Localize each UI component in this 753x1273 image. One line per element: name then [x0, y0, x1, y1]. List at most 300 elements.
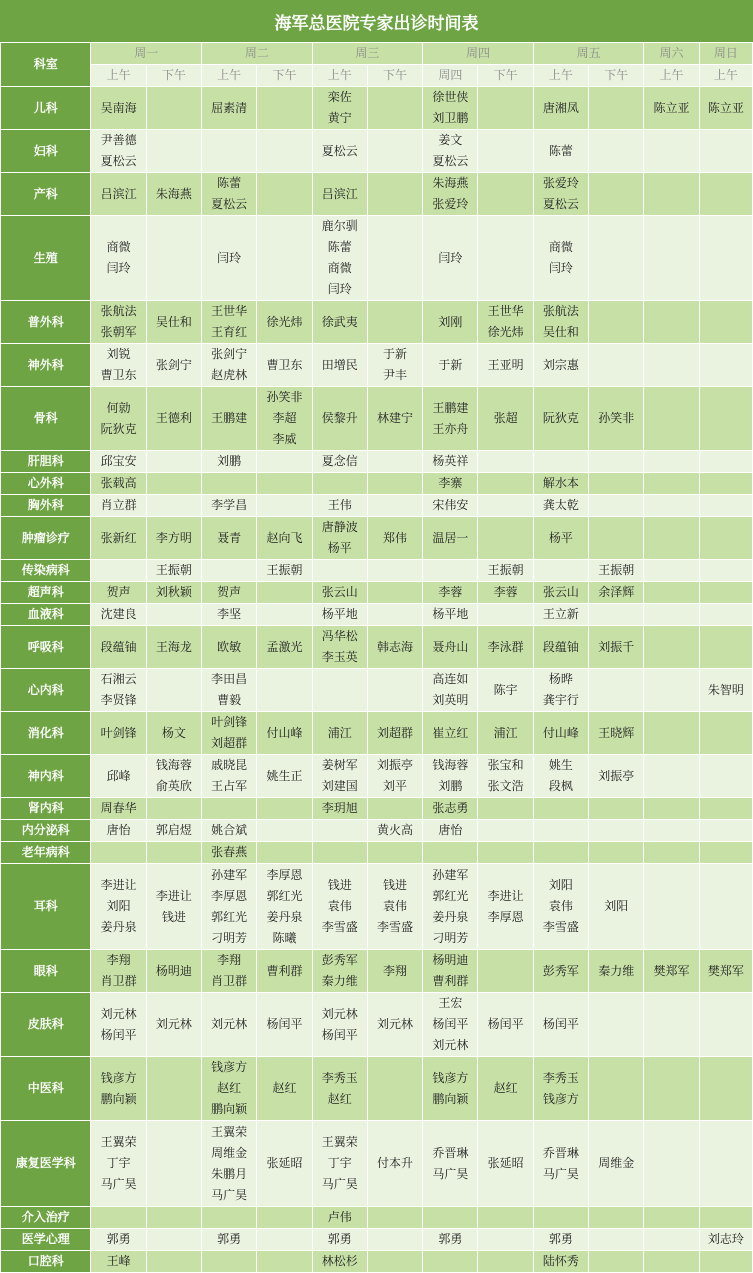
- doctor-name: 李贤锋: [100, 693, 137, 707]
- doctor-cell: [91, 216, 146, 301]
- doctor-cell: [91, 1121, 146, 1207]
- doctor-name: 刘鹏: [217, 454, 242, 468]
- doctor-name: 曹卫东: [100, 368, 137, 382]
- doctor-cell: [478, 130, 533, 173]
- doctor-name: 高连如: [432, 672, 469, 686]
- doctor-cell: [478, 582, 533, 604]
- doctor-name: 马广昊: [432, 1166, 469, 1181]
- doctor-cell: [202, 669, 257, 712]
- doctor-cell: [312, 626, 367, 669]
- doctor-name: 杨文: [161, 725, 186, 740]
- doctor-name: 姜丹泉: [432, 909, 469, 924]
- doctor-cell: [146, 173, 201, 216]
- doctor-cell: [91, 517, 146, 560]
- doctor-cell: [367, 473, 422, 495]
- doctor-cell: [91, 582, 146, 604]
- doctor-cell: [699, 604, 752, 626]
- doctor-name: 付山峰: [266, 725, 303, 740]
- session-header: 下午: [478, 65, 533, 87]
- doctor-name: 聂舟山: [432, 639, 469, 654]
- doctor-name: 杨闰平: [542, 1017, 579, 1031]
- doctor-cell: [91, 1251, 146, 1273]
- doctor-cell: [589, 864, 644, 950]
- doctor-name: 刘锐: [106, 347, 131, 361]
- doctor-cell: [312, 301, 367, 344]
- doctor-cell: [91, 712, 146, 755]
- doctor-cell: [202, 950, 257, 993]
- doctor-name: 叶剑锋: [100, 725, 137, 740]
- doctor-name: 张新红: [100, 530, 137, 545]
- doctor-cell: [257, 1057, 312, 1121]
- doctor-cell: [367, 626, 422, 669]
- doctor-name: 刘元林: [155, 1017, 192, 1031]
- doctor-cell: [423, 1121, 478, 1207]
- doctor-cell: [644, 473, 699, 495]
- doctor-name: 曹毅: [217, 693, 242, 707]
- doctor-name: 吕滨江: [321, 186, 358, 201]
- doctor-cell: [423, 1207, 478, 1229]
- table-row: [1, 495, 753, 517]
- doctor-cell: [202, 626, 257, 669]
- doctor-cell: [699, 344, 752, 387]
- doctor-name: 杨闰平: [266, 1017, 303, 1031]
- doctor-name: 姜丹泉: [266, 909, 303, 924]
- doctor-cell: [312, 387, 367, 451]
- doctor-name: 韩志海: [377, 639, 414, 654]
- doctor-cell: [589, 387, 644, 451]
- doctor-cell: [478, 842, 533, 864]
- doctor-name: 王世华: [211, 304, 248, 318]
- doctor-name: 余泽辉: [598, 585, 635, 599]
- doctor-name: 姚生正: [266, 768, 303, 783]
- doctor-cell: [91, 387, 146, 451]
- doctor-cell: [91, 626, 146, 669]
- doctor-name: 刘元林: [432, 1038, 469, 1052]
- doctor-cell: [91, 755, 146, 798]
- doctor-cell: [257, 301, 312, 344]
- doctor-cell: [423, 473, 478, 495]
- doctor-name: 商微: [327, 261, 352, 275]
- doctor-name: 石湘云: [100, 672, 137, 686]
- doctor-name: 樊郑军: [707, 963, 744, 978]
- doctor-cell: [533, 173, 588, 216]
- dept-cell: 儿科: [1, 87, 91, 130]
- doctor-cell: [367, 495, 422, 517]
- doctor-name: 王亚明: [487, 357, 524, 372]
- day-header: 周六: [644, 43, 699, 65]
- doctor-cell: [91, 87, 146, 130]
- doctor-cell: [589, 626, 644, 669]
- session-header: 下午: [257, 65, 312, 87]
- doctor-cell: [589, 1121, 644, 1207]
- doctor-name: 张航法: [542, 304, 579, 318]
- table-row: [1, 1057, 753, 1121]
- doctor-cell: [644, 993, 699, 1057]
- doctor-name: 李雪盛: [321, 920, 358, 934]
- doctor-name: 杨明迪: [432, 953, 469, 967]
- doctor-cell: [644, 451, 699, 473]
- dept-cell: 胸外科: [1, 495, 91, 517]
- doctor-name: 郭启煜: [155, 823, 192, 837]
- table-row: [1, 798, 753, 820]
- doctor-cell: [367, 993, 422, 1057]
- doctor-cell: [699, 173, 752, 216]
- doctor-name: 解水本: [542, 476, 579, 490]
- doctor-name: 朱海燕: [432, 176, 469, 190]
- doctor-cell: [699, 582, 752, 604]
- doctor-name: 乔晋琳: [432, 1145, 469, 1160]
- doctor-name: 李翔: [217, 953, 242, 967]
- table-row: [1, 604, 753, 626]
- doctor-cell: [202, 517, 257, 560]
- doctor-cell: [478, 669, 533, 712]
- session-header: 上午: [312, 65, 367, 87]
- doctor-name: 温居一: [432, 530, 469, 545]
- doctor-cell: [146, 495, 201, 517]
- doctor-name: 肖立群: [100, 498, 137, 512]
- doctor-cell: [589, 517, 644, 560]
- doctor-name: 赵红: [493, 1081, 518, 1095]
- table-row: [1, 130, 753, 173]
- doctor-cell: [644, 798, 699, 820]
- doctor-cell: [91, 130, 146, 173]
- doctor-cell: [644, 1207, 699, 1229]
- doctor-name: 龚宇行: [542, 693, 579, 707]
- doctor-name: 肖卫群: [211, 974, 248, 988]
- doctor-cell: [312, 173, 367, 216]
- doctor-cell: [699, 1121, 752, 1207]
- doctor-name: 王翼荣: [321, 1135, 358, 1149]
- doctor-cell: [312, 798, 367, 820]
- dept-cell: 传染病科: [1, 560, 91, 582]
- doctor-cell: [146, 604, 201, 626]
- doctor-name: 宋伟安: [432, 498, 469, 512]
- doctor-name: 段蕴铀: [100, 639, 137, 654]
- doctor-cell: [146, 387, 201, 451]
- doctor-cell: [423, 517, 478, 560]
- session-header: 上午: [91, 65, 146, 87]
- doctor-name: 夏松云: [432, 154, 469, 168]
- dept-cell: 肿瘤诊疗: [1, 517, 91, 560]
- day-header: 周二: [202, 43, 313, 65]
- dept-cell: 皮肤科: [1, 993, 91, 1057]
- doctor-cell: [589, 1251, 644, 1273]
- doctor-name: 张宝和: [487, 758, 524, 772]
- doctor-name: 杨闰平: [100, 1027, 137, 1042]
- dept-cell: 骨科: [1, 387, 91, 451]
- doctor-name: 李厚恩: [487, 909, 524, 924]
- doctor-cell: [423, 669, 478, 712]
- doctor-cell: [533, 798, 588, 820]
- doctor-cell: [202, 173, 257, 216]
- doctor-cell: [367, 842, 422, 864]
- doctor-cell: [91, 1207, 146, 1229]
- doctor-name: 李雪盛: [542, 920, 579, 934]
- doctor-name: 王亦舟: [432, 421, 469, 436]
- doctor-cell: [644, 130, 699, 173]
- doctor-name: 张文浩: [487, 779, 524, 793]
- doctor-cell: [91, 950, 146, 993]
- doctor-cell: [257, 864, 312, 950]
- doctor-name: 赵红: [217, 1081, 242, 1095]
- doctor-cell: [146, 1121, 201, 1207]
- doctor-cell: [478, 1229, 533, 1251]
- doctor-name: 于新: [438, 357, 463, 372]
- doctor-cell: [699, 387, 752, 451]
- doctor-cell: [146, 560, 201, 582]
- doctor-name: 孙建军: [211, 867, 248, 882]
- doctor-cell: [257, 626, 312, 669]
- table-row: [1, 1121, 753, 1207]
- doctor-cell: [146, 993, 201, 1057]
- doctor-name: 夏念信: [321, 454, 358, 468]
- doctor-cell: [202, 301, 257, 344]
- doctor-cell: [478, 798, 533, 820]
- doctor-cell: [478, 1121, 533, 1207]
- doctor-cell: [589, 473, 644, 495]
- doctor-cell: [202, 344, 257, 387]
- dept-cell: 内分泌科: [1, 820, 91, 842]
- doctor-cell: [644, 950, 699, 993]
- doctor-name: 唐湘凤: [542, 100, 579, 115]
- doctor-name: 夏松云: [542, 197, 579, 211]
- doctor-name: 陈立亚: [653, 100, 690, 115]
- doctor-name: 钱海蓉: [432, 758, 469, 772]
- doctor-name: 刘刚: [438, 314, 463, 329]
- doctor-cell: [202, 755, 257, 798]
- doctor-cell: [257, 517, 312, 560]
- dept-cell: 口腔科: [1, 1251, 91, 1273]
- doctor-cell: [202, 87, 257, 130]
- doctor-cell: [202, 451, 257, 473]
- doctor-cell: [257, 1229, 312, 1251]
- doctor-cell: [367, 1229, 422, 1251]
- doctor-name: 唐怡: [106, 823, 131, 837]
- doctor-name: 刁明芳: [211, 930, 248, 945]
- doctor-cell: [146, 517, 201, 560]
- doctor-cell: [589, 820, 644, 842]
- doctor-name: 郭勇: [217, 1232, 242, 1246]
- doctor-name: 陈蕾: [217, 176, 242, 190]
- dept-cell: 普外科: [1, 301, 91, 344]
- doctor-name: 刘建国: [321, 779, 358, 793]
- doctor-cell: [312, 669, 367, 712]
- table-row: [1, 950, 753, 993]
- doctor-cell: [423, 626, 478, 669]
- doctor-cell: [423, 451, 478, 473]
- doctor-cell: [644, 1057, 699, 1121]
- doctor-name: 邱宝安: [100, 454, 137, 468]
- doctor-cell: [478, 344, 533, 387]
- doctor-cell: [644, 344, 699, 387]
- doctor-name: 李厚恩: [211, 888, 248, 903]
- doctor-cell: [367, 582, 422, 604]
- doctor-name: 王宏: [438, 996, 463, 1010]
- doctor-cell: [478, 1207, 533, 1229]
- doctor-name: 李翔: [383, 963, 408, 978]
- dept-cell: 神内科: [1, 755, 91, 798]
- doctor-cell: [533, 1229, 588, 1251]
- doctor-name: 朱智明: [707, 682, 744, 697]
- doctor-cell: [644, 669, 699, 712]
- doctor-cell: [533, 1121, 588, 1207]
- session-header: 周四: [423, 65, 478, 87]
- doctor-cell: [312, 560, 367, 582]
- doctor-name: 刘振亭: [598, 768, 635, 783]
- doctor-name: 刘鹏: [438, 779, 463, 793]
- dept-cell: 血液科: [1, 604, 91, 626]
- doctor-cell: [367, 344, 422, 387]
- doctor-cell: [423, 173, 478, 216]
- doctor-cell: [312, 130, 367, 173]
- doctor-cell: [423, 87, 478, 130]
- dept-cell: 肝胆科: [1, 451, 91, 473]
- table-row: [1, 755, 753, 798]
- doctor-cell: [202, 1121, 257, 1207]
- doctor-cell: [202, 130, 257, 173]
- doctor-cell: [257, 820, 312, 842]
- doctor-name: 夏松云: [211, 197, 248, 211]
- doctor-cell: [533, 582, 588, 604]
- table-row: [1, 842, 753, 864]
- doctor-name: 吴仕和: [155, 314, 192, 329]
- doctor-cell: [312, 1121, 367, 1207]
- doctor-cell: [146, 820, 201, 842]
- doctor-name: 杨明迪: [155, 963, 192, 978]
- doctor-cell: [312, 820, 367, 842]
- doctor-cell: [257, 755, 312, 798]
- doctor-cell: [146, 344, 201, 387]
- doctor-cell: [367, 216, 422, 301]
- doctor-name: 侯黎升: [321, 411, 358, 425]
- doctor-name: 张延昭: [487, 1156, 524, 1170]
- doctor-cell: [312, 993, 367, 1057]
- doctor-cell: [146, 626, 201, 669]
- doctor-name: 刘元林: [321, 1006, 358, 1021]
- doctor-name: 贺声: [217, 585, 242, 599]
- doctor-name: 李坚: [217, 607, 242, 621]
- day-header: 周五: [533, 43, 644, 65]
- doctor-name: 李寨: [438, 476, 463, 490]
- doctor-cell: [312, 1057, 367, 1121]
- doctor-cell: [533, 560, 588, 582]
- doctor-name: 商微: [106, 240, 131, 254]
- doctor-cell: [644, 87, 699, 130]
- doctor-name: 王鹏建: [432, 400, 469, 415]
- session-header: 下午: [367, 65, 422, 87]
- doctor-name: 张朝军: [100, 325, 137, 339]
- doctor-cell: [589, 604, 644, 626]
- doctor-name: 叶剑锋: [211, 715, 248, 729]
- doctor-cell: [423, 582, 478, 604]
- doctor-cell: [312, 451, 367, 473]
- doctor-cell: [91, 560, 146, 582]
- doctor-name: 陈蕾: [548, 143, 573, 158]
- doctor-name: 王翼荣: [211, 1124, 248, 1139]
- doctor-cell: [644, 820, 699, 842]
- doctor-cell: [699, 451, 752, 473]
- doctor-cell: [91, 864, 146, 950]
- doctor-cell: [589, 582, 644, 604]
- doctor-cell: [644, 582, 699, 604]
- doctor-name: 李威: [272, 432, 297, 446]
- doctor-name: 刘元林: [100, 1006, 137, 1021]
- doctor-cell: [202, 1251, 257, 1273]
- doctor-cell: [423, 950, 478, 993]
- doctor-name: 孙建军: [432, 867, 469, 882]
- doctor-cell: [699, 820, 752, 842]
- doctor-cell: [257, 1207, 312, 1229]
- doctor-name: 郭勇: [438, 1232, 463, 1246]
- doctor-name: 张航法: [100, 304, 137, 318]
- doctor-name: 马广昊: [321, 1177, 358, 1191]
- doctor-cell: [589, 451, 644, 473]
- doctor-cell: [699, 1207, 752, 1229]
- doctor-name: 陈宇: [493, 682, 518, 697]
- doctor-cell: [478, 517, 533, 560]
- doctor-cell: [91, 798, 146, 820]
- doctor-name: 刁明芳: [432, 930, 469, 945]
- doctor-cell: [589, 301, 644, 344]
- doctor-name: 刘英明: [432, 693, 469, 707]
- doctor-cell: [478, 301, 533, 344]
- doctor-cell: [533, 669, 588, 712]
- table-row: [1, 344, 753, 387]
- doctor-name: 段枫: [548, 779, 573, 793]
- doctor-name: 于新: [383, 347, 408, 361]
- doctor-cell: [533, 1251, 588, 1273]
- doctor-cell: [699, 216, 752, 301]
- dept-cell: 妇科: [1, 130, 91, 173]
- dept-cell: 介入治疗: [1, 1207, 91, 1229]
- doctor-cell: [146, 1229, 201, 1251]
- doctor-name: 孙笑非: [598, 411, 635, 425]
- dept-cell: 消化科: [1, 712, 91, 755]
- dept-cell: 医学心理: [1, 1229, 91, 1251]
- doctor-cell: [423, 864, 478, 950]
- doctor-cell: [312, 1229, 367, 1251]
- doctor-cell: [91, 495, 146, 517]
- doctor-cell: [202, 993, 257, 1057]
- doctor-cell: [367, 451, 422, 473]
- session-header: 上午: [699, 65, 752, 87]
- doctor-name: 郭红光: [211, 909, 248, 924]
- doctor-name: 秦力维: [321, 974, 358, 988]
- doctor-name: 钱彦方: [100, 1070, 137, 1085]
- doctor-cell: [202, 842, 257, 864]
- doctor-name: 姚生: [548, 758, 573, 772]
- doctor-cell: [257, 712, 312, 755]
- doctor-name: 周维金: [211, 1145, 248, 1160]
- doctor-name: 赵虎林: [211, 368, 248, 382]
- doctor-name: 付本升: [377, 1156, 414, 1170]
- doctor-name: 郭勇: [548, 1232, 573, 1246]
- schedule-table: [0, 42, 753, 1273]
- doctor-cell: [146, 950, 201, 993]
- doctor-name: 周春华: [100, 801, 137, 815]
- dept-cell: 超声科: [1, 582, 91, 604]
- doctor-name: 张云山: [542, 585, 579, 599]
- doctor-name: 张爱玲: [542, 176, 579, 190]
- doctor-name: 闫玲: [438, 250, 463, 265]
- doctor-name: 张志勇: [432, 801, 469, 815]
- doctor-cell: [644, 301, 699, 344]
- doctor-name: 杨闰平: [321, 1027, 358, 1042]
- doctor-cell: [257, 130, 312, 173]
- doctor-name: 王振朝: [266, 563, 303, 577]
- doctor-name: 郑伟: [383, 530, 408, 545]
- doctor-name: 冯华松: [321, 629, 358, 643]
